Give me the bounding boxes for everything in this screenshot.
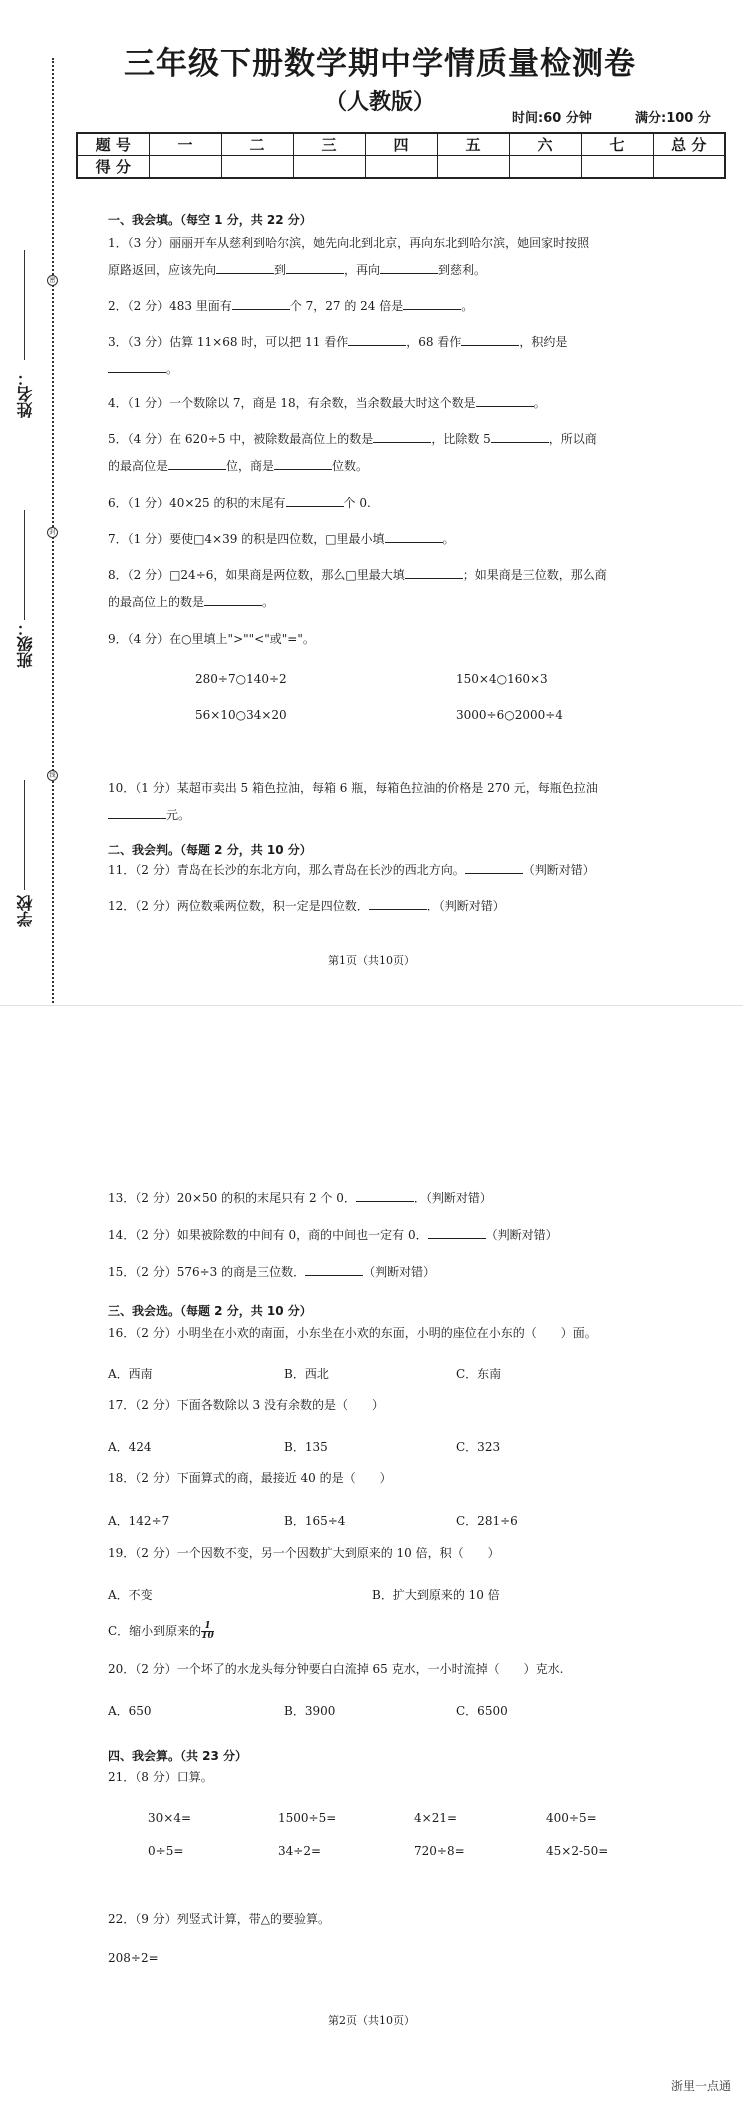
question-text: 位数。 [332,459,369,473]
question-text: 2．（2 分）483 里面有 [108,299,232,313]
score-input-cell[interactable] [293,156,365,179]
question-text: 元。 [166,808,191,822]
answer-blank[interactable] [232,298,290,310]
question-text: 。 [166,362,179,376]
calc-item[interactable]: 0÷5= [148,1844,184,1858]
question-text: 3．（3 分）估算 11×68 时，可以把 11 看作 [108,335,349,349]
choice-option[interactable]: A．142÷7 [108,1514,170,1528]
comparison-item[interactable]: 150×4○160×3 [456,672,548,686]
calc-item[interactable]: 30×4= [148,1811,192,1825]
choice-option[interactable]: B．165÷4 [284,1514,346,1528]
score-table-cell: 六 [509,133,581,156]
score-input-cell[interactable] [509,156,581,179]
exam-title: 三年级下册数学期中学情质量检测卷 [124,46,636,82]
score-table-cell: 七 [581,133,653,156]
question-text: ，积约是 [519,335,568,349]
question-text: 。 [442,532,455,546]
question-17: 17．（2 分）下面各数除以 3 没有余数的是（ ） [108,1398,384,1412]
name-label: 姓名： [16,370,35,418]
question-text: （判断对错） [522,863,595,877]
question-text: 13．（2 分）20×50 的积的末尾只有 2 个 0． [108,1191,356,1205]
question-2 [108,293,648,320]
score-table [76,132,726,179]
question-15 [108,1259,648,1286]
score-table-cell: 得 分 [77,156,149,179]
question-line [108,257,648,284]
question-text: 位，商是 [226,459,275,473]
watermark-text: 浙里一点通 [670,2079,731,2093]
answer-blank[interactable] [356,1190,414,1202]
question-6 [108,490,648,517]
score-table-cell: 二 [221,133,293,156]
question-text: 7．（1 分）要使□4×39 的积是四位数，□里最小填 [108,532,385,546]
fraction [201,1622,214,1641]
answer-blank[interactable] [461,334,519,346]
choice-option[interactable]: B．扩大到原来的 10 倍 [372,1588,500,1602]
calc-item[interactable]: 400÷5= [546,1811,597,1825]
answer-blank[interactable] [305,1264,363,1276]
calc-item[interactable]: 45×2-50= [546,1844,609,1858]
choice-option[interactable]: A．不变 [108,1588,153,1602]
choice-option[interactable]: C．6500 [456,1704,508,1718]
choice-option[interactable]: B．西北 [284,1367,329,1381]
score-table-cell: 五 [437,133,509,156]
question-line [108,562,648,589]
choice-option[interactable]: C．281÷6 [456,1514,518,1528]
question-text: 15．（2 分）576÷3 的商是三位数． [108,1265,306,1279]
question-text: 。 [533,396,546,410]
question-9: 9．（4 分）在○里填上">""<"或"="。 [108,632,315,646]
answer-blank[interactable] [274,458,332,470]
section-heading-1: 一、我会填。（每空 1 分，共 22 分） [108,213,312,227]
answer-blank[interactable] [428,1227,486,1239]
question-text: ，再向 [344,263,381,277]
score-table-cell: 三 [293,133,365,156]
fraction-numerator: 1 [204,1621,211,1631]
calc-item[interactable]: 720÷8= [414,1844,465,1858]
comparison-item[interactable]: 3000÷6○2000÷4 [456,708,563,722]
calc-item[interactable]: 1500÷5= [278,1811,337,1825]
question-10 [108,775,648,829]
calc-item[interactable]: 4×21= [414,1811,458,1825]
question-18: 18．（2 分）下面算式的商，最接近 40 的是（ ） [108,1471,392,1485]
page-separator [0,1005,743,1006]
fraction-denominator: 10 [201,1631,214,1641]
question-text: 4．（1 分）一个数除以 7，商是 18，有余数，当余数最大时这个数是 [108,396,476,410]
section-heading-4: 四、我会算。（共 23 分） [108,1749,248,1763]
question-12 [108,893,648,920]
calc-item[interactable]: 208÷2= [108,1951,159,1965]
question-19: 19．（2 分）一个因数不变，另一个因数扩大到原来的 10 倍，积（ ） [108,1546,500,1560]
question-text: ；如果商是三位数，那么商 [462,568,607,582]
question-line [108,329,648,356]
answer-blank[interactable] [476,395,534,407]
question-text: 到 [274,263,287,277]
choice-option[interactable]: A．650 [108,1704,152,1718]
question-21: 21．（8 分）口算。 [108,1770,213,1784]
question-22: 22．（9 分）列竖式计算，带△的要验算。 [108,1912,330,1926]
question-13 [108,1185,648,1212]
question-line [108,426,648,453]
score-input-cell[interactable] [581,156,653,179]
question-text: ，比除数 5 [431,432,491,446]
question-text: ．（判断对错） [426,899,505,913]
question-text: 6．（1 分）40×25 的积的末尾有 [108,496,286,510]
time-limit: 时间:60 分钟 [512,111,592,126]
answer-blank[interactable] [168,458,226,470]
question-text: 10．（1 分）某超市卖出 5 箱色拉油，每箱 6 瓶，每箱色拉油的价格是 270 元，每瓶色拉油 [108,781,598,795]
question-text: （判断对错） [363,1265,436,1279]
score-table-cell: 四 [365,133,437,156]
question-text: ，所以商 [548,432,597,446]
question-text: 。 [262,595,275,609]
question-line [108,589,648,616]
class-underline [24,510,25,620]
choice-text: C．缩小到原来的 [108,1624,202,1638]
section-heading-2: 二、我会判。（每题 2 分，共 10 分） [108,843,312,857]
seal-marker-feng: 封 [47,527,58,538]
name-underline [24,250,25,360]
question-3 [108,329,648,383]
score-input-cell[interactable] [437,156,509,179]
question-text: 个 0. [343,496,371,510]
calc-item[interactable]: 34÷2= [278,1844,322,1858]
choice-option[interactable]: A．西南 [108,1367,153,1381]
question-16: 16．（2 分）小明坐在小欢的南面，小东坐在小欢的东面，小明的座位在小东的（ ）面。 [108,1326,597,1340]
question-text: （判断对错） [485,1228,558,1242]
question-text: 8．（2 分）□24÷6，如果商是两位数，那么□里最大填 [108,568,405,582]
question-text: ．（判断对错） [413,1191,492,1205]
answer-blank[interactable] [216,262,274,274]
question-text: 。 [461,299,474,313]
answer-blank[interactable] [491,431,549,443]
question-text: 1．（3 分）丽丽开车从慈利到哈尔滨，她先向北到北京，再向东北到哈尔滨，她回家时按照 [108,236,590,250]
question-text: 的最高位是 [108,459,169,473]
answer-blank[interactable] [108,807,166,819]
question-line [108,356,648,383]
score-table-header-row [77,133,725,156]
score-table-cell: 总 分 [653,133,725,156]
score-input-cell[interactable] [365,156,437,179]
choice-option[interactable]: A．424 [108,1440,152,1454]
score-input-cell[interactable] [221,156,293,179]
score-input-cell[interactable] [149,156,221,179]
question-14 [108,1222,648,1249]
question-4 [108,390,648,417]
score-input-cell[interactable] [653,156,725,179]
school-label: 学校 [16,895,35,927]
question-text: 个 7，27 的 24 倍是 [289,299,404,313]
question-text: 12．（2 分）两位数乘两位数，积一定是四位数． [108,899,369,913]
question-text: 14．（2 分）如果被除数的中间有 0，商的中间也一定有 0． [108,1228,428,1242]
question-text: 到慈利。 [438,263,487,277]
exam-subtitle: （人教版） [324,90,435,115]
question-text: 原路返回，应该先向 [108,263,217,277]
choice-option[interactable]: B．3900 [284,1704,336,1718]
question-20: 20．（2 分）一个坏了的水龙头每分钟要白白流掉 65 克水，一小时流掉（ ）克水. [108,1662,564,1676]
choice-option[interactable]: C．东南 [456,1367,502,1381]
comparison-item[interactable]: 280÷7○140÷2 [195,672,287,686]
score-table-cell: 题 号 [77,133,149,156]
seal-marker-xian: 线 [47,770,58,781]
school-underline [24,780,25,890]
class-label: 班级： [16,620,35,668]
answer-blank[interactable] [403,298,461,310]
page-2 [0,1010,743,2102]
answer-blank[interactable] [108,361,166,373]
question-11 [108,857,648,884]
score-table-score-row [77,156,725,179]
page-1 [0,0,743,1010]
score-table-cell: 一 [149,133,221,156]
answer-blank[interactable] [369,898,427,910]
question-5 [108,426,648,480]
answer-blank[interactable] [405,567,463,579]
answer-blank[interactable] [286,495,344,507]
choice-option[interactable]: B．135 [284,1440,328,1454]
answer-blank[interactable] [465,862,523,874]
answer-blank[interactable] [385,531,443,543]
question-text: 11．（2 分）青岛在长沙的东北方向，那么青岛在长沙的西北方向。 [108,863,465,877]
section-heading-3: 三、我会选。（每题 2 分，共 10 分） [108,1304,312,1318]
question-text: 5．（4 分）在 620÷5 中，被除数最高位上的数是 [108,432,374,446]
answer-blank[interactable] [373,431,431,443]
question-text: 的最高位上的数是 [108,595,205,609]
question-8 [108,562,648,616]
question-1 [108,230,648,284]
question-line [108,802,648,829]
page-footer: 第1页（共10页） [328,954,415,967]
answer-blank[interactable] [204,594,262,606]
answer-blank[interactable] [286,262,344,274]
answer-blank[interactable] [380,262,438,274]
page-footer: 第2页（共10页） [328,2014,415,2027]
full-score: 满分:100 分 [635,111,711,126]
choice-option[interactable]: C．323 [456,1440,501,1454]
question-text: ，68 看作 [406,335,462,349]
choice-option[interactable] [108,1622,214,1641]
answer-blank[interactable] [348,334,406,346]
seal-marker-mi: 密 [47,275,58,286]
question-line [108,453,648,480]
question-7 [108,526,648,553]
comparison-item[interactable]: 56×10○34×20 [195,708,287,722]
